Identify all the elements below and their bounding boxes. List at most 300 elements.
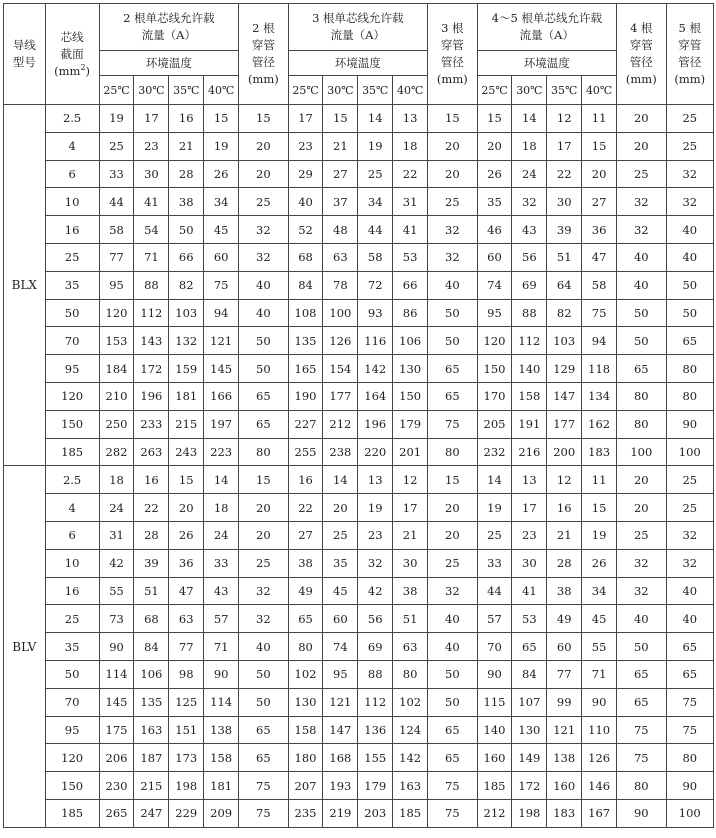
pipe-diameter-cell: 32 xyxy=(666,549,713,577)
group-header-4-5-wires: 4～5 根单芯线允许载 流量（A） xyxy=(477,4,617,51)
pipe-diameter-cell: 32 xyxy=(666,160,713,188)
current-value-cell: 17 xyxy=(512,494,547,522)
table-body xyxy=(4,105,714,828)
current-value-cell: 36 xyxy=(169,549,204,577)
current-value-cell: 196 xyxy=(358,410,393,438)
pipe-diameter-cell: 65 xyxy=(239,382,288,410)
current-value-cell: 48 xyxy=(323,216,358,244)
current-value-cell: 102 xyxy=(288,660,323,688)
current-value-cell: 26 xyxy=(204,160,239,188)
pipe-diameter-cell: 90 xyxy=(666,772,713,800)
pipe-diameter-cell: 75 xyxy=(239,772,288,800)
current-value-cell: 229 xyxy=(169,799,204,827)
col-header-pipe-2: 2 根 穿管 管径 (mm) xyxy=(239,4,288,105)
model-cell: BLV xyxy=(4,466,46,827)
current-value-cell: 73 xyxy=(99,605,134,633)
pipe-diameter-cell: 20 xyxy=(617,466,666,494)
current-value-cell: 167 xyxy=(582,799,617,827)
current-value-cell: 200 xyxy=(547,438,582,466)
pipe-diameter-cell: 40 xyxy=(666,577,713,605)
current-value-cell: 75 xyxy=(582,299,617,327)
section-cell: 16 xyxy=(45,216,99,244)
current-value-cell: 21 xyxy=(393,521,428,549)
current-value-cell: 14 xyxy=(204,466,239,494)
current-value-cell: 60 xyxy=(323,605,358,633)
pipe-diameter-cell: 25 xyxy=(666,494,713,522)
current-value-cell: 14 xyxy=(358,105,393,133)
current-value-cell: 71 xyxy=(134,243,169,271)
section-cell: 10 xyxy=(45,549,99,577)
current-value-cell: 198 xyxy=(169,772,204,800)
pipe-diameter-cell: 20 xyxy=(428,521,477,549)
current-value-cell: 24 xyxy=(99,494,134,522)
current-value-cell: 16 xyxy=(547,494,582,522)
current-value-cell: 94 xyxy=(582,327,617,355)
current-value-cell: 18 xyxy=(512,132,547,160)
current-value-cell: 121 xyxy=(204,327,239,355)
current-value-cell: 77 xyxy=(169,633,204,661)
table-row xyxy=(4,633,714,661)
section-cell: 4 xyxy=(45,494,99,522)
current-value-cell: 250 xyxy=(99,410,134,438)
current-value-cell: 153 xyxy=(99,327,134,355)
group-header-2-wires: 2 根单芯线允许载 流量（A） xyxy=(99,4,239,51)
current-value-cell: 110 xyxy=(582,716,617,744)
table-row xyxy=(4,521,714,549)
pipe-diameter-cell: 65 xyxy=(239,716,288,744)
section-cell: 150 xyxy=(45,772,99,800)
current-value-cell: 46 xyxy=(477,216,512,244)
current-value-cell: 215 xyxy=(169,410,204,438)
current-value-cell: 106 xyxy=(134,660,169,688)
current-value-cell: 69 xyxy=(358,633,393,661)
pipe-diameter-cell: 65 xyxy=(239,410,288,438)
current-value-cell: 12 xyxy=(547,466,582,494)
table-row xyxy=(4,494,714,522)
pipe-diameter-cell: 65 xyxy=(428,355,477,383)
group-header-3-wires: 3 根单芯线允许载 流量（A） xyxy=(288,4,428,51)
table-row xyxy=(4,772,714,800)
table-row xyxy=(4,243,714,271)
pipe-diameter-cell: 20 xyxy=(428,160,477,188)
pipe-diameter-cell: 50 xyxy=(239,660,288,688)
current-value-cell: 184 xyxy=(99,355,134,383)
temp-header: 30℃ xyxy=(512,76,547,105)
current-value-cell: 196 xyxy=(134,382,169,410)
current-value-cell: 20 xyxy=(323,494,358,522)
current-value-cell: 27 xyxy=(582,188,617,216)
current-value-cell: 21 xyxy=(547,521,582,549)
current-value-cell: 45 xyxy=(323,577,358,605)
pipe-diameter-cell: 100 xyxy=(666,438,713,466)
pipe-diameter-cell: 20 xyxy=(617,132,666,160)
pipe-diameter-cell: 25 xyxy=(239,188,288,216)
current-value-cell: 149 xyxy=(512,744,547,772)
section-cell: 4 xyxy=(45,132,99,160)
current-value-cell: 160 xyxy=(477,744,512,772)
current-value-cell: 238 xyxy=(323,438,358,466)
pipe-diameter-cell: 15 xyxy=(428,466,477,494)
current-value-cell: 185 xyxy=(477,772,512,800)
current-value-cell: 145 xyxy=(99,688,134,716)
current-value-cell: 102 xyxy=(393,688,428,716)
current-value-cell: 19 xyxy=(477,494,512,522)
current-value-cell: 57 xyxy=(204,605,239,633)
current-value-cell: 16 xyxy=(169,105,204,133)
section-cell: 25 xyxy=(45,605,99,633)
col-header-pipe-3: 3 根 穿管 管径 (mm) xyxy=(428,4,477,105)
current-value-cell: 32 xyxy=(358,549,393,577)
current-value-cell: 31 xyxy=(393,188,428,216)
current-value-cell: 23 xyxy=(288,132,323,160)
pipe-diameter-cell: 65 xyxy=(428,716,477,744)
pipe-diameter-cell: 65 xyxy=(666,660,713,688)
current-value-cell: 35 xyxy=(323,549,358,577)
current-value-cell: 98 xyxy=(169,660,204,688)
current-value-cell: 166 xyxy=(204,382,239,410)
temp-header: 30℃ xyxy=(323,76,358,105)
table-row xyxy=(4,188,714,216)
current-value-cell: 33 xyxy=(477,549,512,577)
current-value-cell: 38 xyxy=(169,188,204,216)
pipe-diameter-cell: 50 xyxy=(428,660,477,688)
temp-header: 35℃ xyxy=(169,76,204,105)
temp-header: 40℃ xyxy=(393,76,428,105)
current-value-cell: 71 xyxy=(582,660,617,688)
current-value-cell: 42 xyxy=(99,549,134,577)
current-value-cell: 43 xyxy=(204,577,239,605)
section-cell: 95 xyxy=(45,716,99,744)
current-value-cell: 210 xyxy=(99,382,134,410)
current-value-cell: 99 xyxy=(547,688,582,716)
current-value-cell: 103 xyxy=(547,327,582,355)
current-value-cell: 22 xyxy=(134,494,169,522)
current-value-cell: 22 xyxy=(547,160,582,188)
current-value-cell: 232 xyxy=(477,438,512,466)
current-value-cell: 74 xyxy=(477,271,512,299)
current-value-cell: 86 xyxy=(393,299,428,327)
current-value-cell: 125 xyxy=(169,688,204,716)
pipe-diameter-cell: 25 xyxy=(428,188,477,216)
current-value-cell: 15 xyxy=(169,466,204,494)
current-value-cell: 26 xyxy=(169,521,204,549)
current-value-cell: 58 xyxy=(99,216,134,244)
current-value-cell: 68 xyxy=(134,605,169,633)
current-value-cell: 212 xyxy=(323,410,358,438)
section-cell: 2.5 xyxy=(45,105,99,133)
current-value-cell: 118 xyxy=(582,355,617,383)
current-value-cell: 34 xyxy=(582,577,617,605)
current-value-cell: 183 xyxy=(582,438,617,466)
current-value-cell: 235 xyxy=(288,799,323,827)
current-value-cell: 65 xyxy=(288,605,323,633)
current-value-cell: 30 xyxy=(134,160,169,188)
current-value-cell: 12 xyxy=(547,105,582,133)
current-value-cell: 53 xyxy=(393,243,428,271)
current-value-cell: 175 xyxy=(99,716,134,744)
current-value-cell: 130 xyxy=(512,716,547,744)
current-value-cell: 223 xyxy=(204,438,239,466)
current-value-cell: 15 xyxy=(323,105,358,133)
current-value-cell: 126 xyxy=(582,744,617,772)
current-value-cell: 26 xyxy=(477,160,512,188)
current-value-cell: 14 xyxy=(323,466,358,494)
section-cell: 6 xyxy=(45,521,99,549)
current-value-cell: 19 xyxy=(204,132,239,160)
current-value-cell: 216 xyxy=(512,438,547,466)
current-value-cell: 63 xyxy=(323,243,358,271)
col-header-pipe-4: 4 根 穿管 管径 (mm) xyxy=(617,4,666,105)
current-value-cell: 180 xyxy=(288,744,323,772)
current-value-cell: 14 xyxy=(512,105,547,133)
pipe-diameter-cell: 32 xyxy=(617,549,666,577)
current-value-cell: 28 xyxy=(134,521,169,549)
current-value-cell: 40 xyxy=(288,188,323,216)
pipe-diameter-cell: 65 xyxy=(617,355,666,383)
current-value-cell: 17 xyxy=(134,105,169,133)
current-value-cell: 30 xyxy=(512,549,547,577)
section-cell: 70 xyxy=(45,688,99,716)
current-value-cell: 205 xyxy=(477,410,512,438)
section-cell: 185 xyxy=(45,438,99,466)
current-value-cell: 19 xyxy=(99,105,134,133)
current-value-cell: 201 xyxy=(393,438,428,466)
section-cell: 16 xyxy=(45,577,99,605)
table-row xyxy=(4,327,714,355)
pipe-diameter-cell: 75 xyxy=(617,716,666,744)
current-value-cell: 23 xyxy=(134,132,169,160)
env-temp-header: 环境温度 xyxy=(477,51,617,76)
current-value-cell: 21 xyxy=(323,132,358,160)
pipe-diameter-cell: 15 xyxy=(239,105,288,133)
current-value-cell: 55 xyxy=(99,577,134,605)
current-value-cell: 263 xyxy=(134,438,169,466)
current-value-cell: 74 xyxy=(323,633,358,661)
current-value-cell: 132 xyxy=(169,327,204,355)
pipe-diameter-cell: 15 xyxy=(428,105,477,133)
current-value-cell: 219 xyxy=(323,799,358,827)
current-value-cell: 52 xyxy=(288,216,323,244)
pipe-diameter-cell: 65 xyxy=(239,744,288,772)
current-value-cell: 60 xyxy=(204,243,239,271)
current-value-cell: 140 xyxy=(512,355,547,383)
current-value-cell: 138 xyxy=(547,744,582,772)
current-value-cell: 121 xyxy=(547,716,582,744)
current-value-cell: 198 xyxy=(512,799,547,827)
pipe-diameter-cell: 32 xyxy=(239,216,288,244)
current-value-cell: 136 xyxy=(358,716,393,744)
current-value-cell: 95 xyxy=(477,299,512,327)
table-row xyxy=(4,299,714,327)
current-value-cell: 60 xyxy=(547,633,582,661)
current-value-cell: 26 xyxy=(582,549,617,577)
table-row xyxy=(4,688,714,716)
current-value-cell: 163 xyxy=(134,716,169,744)
current-value-cell: 20 xyxy=(169,494,204,522)
current-value-cell: 56 xyxy=(512,243,547,271)
current-value-cell: 65 xyxy=(512,633,547,661)
current-value-cell: 100 xyxy=(323,299,358,327)
current-value-cell: 15 xyxy=(204,105,239,133)
current-value-cell: 243 xyxy=(169,438,204,466)
pipe-diameter-cell: 50 xyxy=(666,271,713,299)
pipe-diameter-cell: 80 xyxy=(666,744,713,772)
current-value-cell: 90 xyxy=(99,633,134,661)
current-value-cell: 168 xyxy=(323,744,358,772)
col-header-pipe-5: 5 根 穿管 管径 (mm) xyxy=(666,4,713,105)
current-value-cell: 215 xyxy=(134,772,169,800)
pipe-diameter-cell: 40 xyxy=(428,605,477,633)
table-row xyxy=(4,799,714,827)
current-value-cell: 47 xyxy=(582,243,617,271)
current-value-cell: 58 xyxy=(358,243,393,271)
pipe-diameter-cell: 75 xyxy=(666,716,713,744)
pipe-diameter-cell: 15 xyxy=(239,466,288,494)
current-value-cell: 93 xyxy=(358,299,393,327)
current-value-cell: 135 xyxy=(288,327,323,355)
current-value-cell: 29 xyxy=(288,160,323,188)
pipe-diameter-cell: 75 xyxy=(666,688,713,716)
current-value-cell: 45 xyxy=(204,216,239,244)
pipe-diameter-cell: 40 xyxy=(666,605,713,633)
current-value-cell: 68 xyxy=(288,243,323,271)
section-cell: 150 xyxy=(45,410,99,438)
current-value-cell: 25 xyxy=(99,132,134,160)
table-row xyxy=(4,577,714,605)
current-value-cell: 56 xyxy=(358,605,393,633)
current-value-cell: 120 xyxy=(99,299,134,327)
current-value-cell: 172 xyxy=(512,772,547,800)
pipe-diameter-cell: 65 xyxy=(666,327,713,355)
temp-header: 25℃ xyxy=(99,76,134,105)
current-value-cell: 82 xyxy=(169,271,204,299)
current-value-cell: 78 xyxy=(323,271,358,299)
pipe-diameter-cell: 75 xyxy=(428,772,477,800)
current-value-cell: 70 xyxy=(477,633,512,661)
current-value-cell: 170 xyxy=(477,382,512,410)
table-row xyxy=(4,744,714,772)
current-value-cell: 41 xyxy=(393,216,428,244)
temp-header: 40℃ xyxy=(582,76,617,105)
pipe-diameter-cell: 20 xyxy=(239,132,288,160)
pipe-diameter-cell: 50 xyxy=(617,633,666,661)
current-value-cell: 11 xyxy=(582,105,617,133)
pipe-diameter-cell: 20 xyxy=(617,494,666,522)
pipe-diameter-cell: 50 xyxy=(239,688,288,716)
current-value-cell: 112 xyxy=(134,299,169,327)
current-value-cell: 90 xyxy=(204,660,239,688)
pipe-diameter-cell: 40 xyxy=(239,633,288,661)
current-value-cell: 58 xyxy=(582,271,617,299)
current-value-cell: 30 xyxy=(393,549,428,577)
pipe-diameter-cell: 25 xyxy=(617,160,666,188)
current-value-cell: 142 xyxy=(358,355,393,383)
current-value-cell: 147 xyxy=(547,382,582,410)
table-row xyxy=(4,160,714,188)
pipe-diameter-cell: 40 xyxy=(666,216,713,244)
current-value-cell: 23 xyxy=(512,521,547,549)
current-value-cell: 135 xyxy=(134,688,169,716)
current-value-cell: 13 xyxy=(393,105,428,133)
pipe-diameter-cell: 25 xyxy=(617,521,666,549)
current-value-cell: 15 xyxy=(582,494,617,522)
temp-header: 35℃ xyxy=(358,76,393,105)
current-value-cell: 138 xyxy=(204,716,239,744)
table-row xyxy=(4,382,714,410)
current-value-cell: 13 xyxy=(512,466,547,494)
current-value-cell: 84 xyxy=(512,660,547,688)
current-value-cell: 45 xyxy=(582,605,617,633)
pipe-diameter-cell: 40 xyxy=(239,299,288,327)
current-value-cell: 116 xyxy=(358,327,393,355)
current-value-cell: 24 xyxy=(512,160,547,188)
current-value-cell: 33 xyxy=(99,160,134,188)
current-value-cell: 16 xyxy=(288,466,323,494)
pipe-diameter-cell: 32 xyxy=(617,188,666,216)
current-value-cell: 146 xyxy=(582,772,617,800)
pipe-diameter-cell: 80 xyxy=(428,438,477,466)
current-capacity-table xyxy=(3,3,714,828)
pipe-diameter-cell: 25 xyxy=(428,549,477,577)
pipe-diameter-cell: 90 xyxy=(666,410,713,438)
current-value-cell: 17 xyxy=(288,105,323,133)
section-cell: 6 xyxy=(45,160,99,188)
current-value-cell: 63 xyxy=(169,605,204,633)
pipe-diameter-cell: 100 xyxy=(617,438,666,466)
current-value-cell: 187 xyxy=(134,744,169,772)
current-value-cell: 145 xyxy=(204,355,239,383)
current-value-cell: 181 xyxy=(169,382,204,410)
current-value-cell: 185 xyxy=(393,799,428,827)
current-value-cell: 55 xyxy=(582,633,617,661)
current-value-cell: 106 xyxy=(393,327,428,355)
section-cell: 50 xyxy=(45,660,99,688)
current-value-cell: 82 xyxy=(547,299,582,327)
pipe-diameter-cell: 65 xyxy=(428,382,477,410)
table-row xyxy=(4,105,714,133)
current-value-cell: 160 xyxy=(547,772,582,800)
current-value-cell: 129 xyxy=(547,355,582,383)
pipe-diameter-cell: 80 xyxy=(617,772,666,800)
pipe-diameter-cell: 25 xyxy=(666,105,713,133)
current-value-cell: 25 xyxy=(358,160,393,188)
env-temp-header: 环境温度 xyxy=(99,51,239,76)
current-value-cell: 233 xyxy=(134,410,169,438)
current-value-cell: 230 xyxy=(99,772,134,800)
current-value-cell: 63 xyxy=(393,633,428,661)
pipe-diameter-cell: 40 xyxy=(239,271,288,299)
current-value-cell: 22 xyxy=(393,160,428,188)
current-value-cell: 47 xyxy=(169,577,204,605)
current-value-cell: 18 xyxy=(393,132,428,160)
current-value-cell: 158 xyxy=(204,744,239,772)
current-value-cell: 19 xyxy=(358,494,393,522)
current-value-cell: 25 xyxy=(323,521,358,549)
pipe-diameter-cell: 32 xyxy=(428,577,477,605)
current-value-cell: 11 xyxy=(582,466,617,494)
current-value-cell: 71 xyxy=(204,633,239,661)
pipe-diameter-cell: 65 xyxy=(617,688,666,716)
pipe-diameter-cell: 50 xyxy=(239,327,288,355)
current-value-cell: 44 xyxy=(477,577,512,605)
current-value-cell: 33 xyxy=(204,549,239,577)
current-value-cell: 255 xyxy=(288,438,323,466)
table-row xyxy=(4,271,714,299)
current-value-cell: 162 xyxy=(582,410,617,438)
current-value-cell: 44 xyxy=(99,188,134,216)
pipe-diameter-cell: 65 xyxy=(617,660,666,688)
model-cell: BLX xyxy=(4,105,46,466)
